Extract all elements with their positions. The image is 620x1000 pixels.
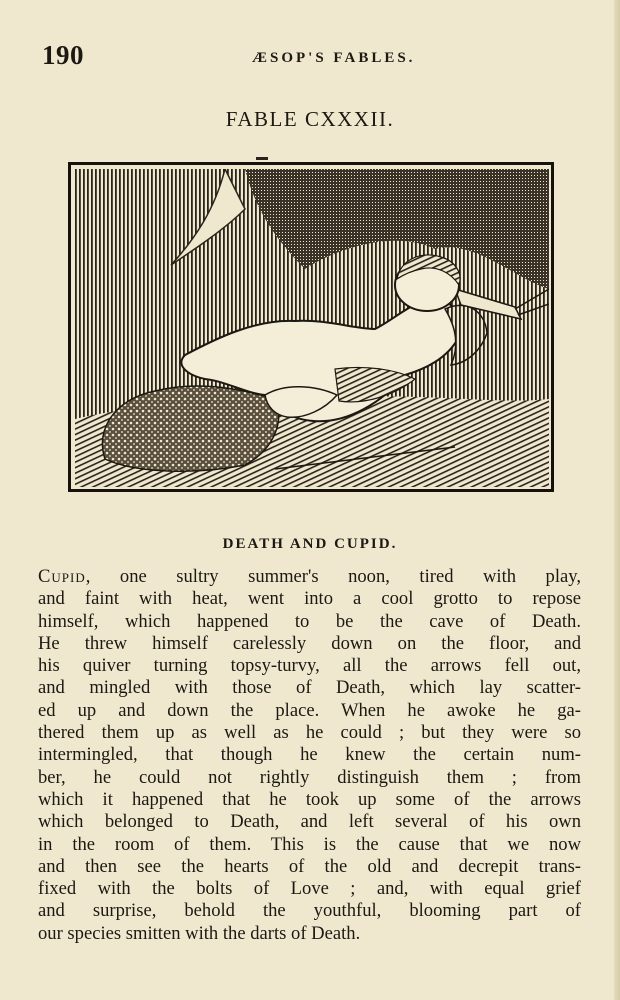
page-number: 190: [42, 40, 84, 70]
text-line: his quiver turning topsy-turvy, all the arrows fell out,: [38, 655, 581, 677]
text-line: which it happened that he took up some of the arrows: [38, 788, 581, 810]
frame-mark: [256, 157, 268, 160]
text-line: fixed with the bolts of Love ; and, with equal grief: [38, 878, 581, 900]
text-line: and faint with heat, went into a cool grotto to repose: [38, 588, 581, 610]
woodcut-sleeping-cupid-icon: [75, 169, 549, 487]
text-line: ed up and down the place. When he awoke he ga-: [38, 699, 581, 721]
fable-title: DEATH AND CUPID.: [222, 536, 398, 552]
woodcut-illustration: [68, 162, 554, 492]
text-line: and then see the hearts of the old and decrepit trans-: [38, 855, 581, 877]
text-line: He threw himself carelessly down on the floor, and: [38, 632, 581, 654]
running-head: [42, 40, 582, 74]
text-line: and surprise, behold the youthful, blooming part of: [38, 900, 581, 922]
text-line: thered them up as well as he could ; but they were so: [38, 722, 581, 744]
text-line: in the room of them. This is the cause that we now: [38, 833, 581, 855]
fable-body: [38, 566, 581, 945]
text-line: intermingled, that though he knew the certain num-: [38, 744, 581, 766]
fable-number: FABLE CXXXII.: [225, 107, 395, 131]
drop-word: Cupid: [38, 566, 86, 587]
text-line: himself, which happened to be the cave of Death.: [38, 610, 581, 632]
text-line: which belonged to Death, and left several of his own: [38, 811, 581, 833]
text-line: ber, he could not rightly distinguish them ; from: [38, 766, 581, 788]
text-line: and mingled with those of Death, which lay scatter-: [38, 677, 581, 699]
text-line-content: , one sultry summer's noon, tired with play,: [85, 566, 581, 587]
page-edge: [614, 0, 620, 1000]
text-line: [38, 566, 581, 588]
book-title: ÆSOP'S FABLES.: [252, 50, 416, 66]
text-line: our species smitten with the darts of Death.: [38, 922, 361, 944]
